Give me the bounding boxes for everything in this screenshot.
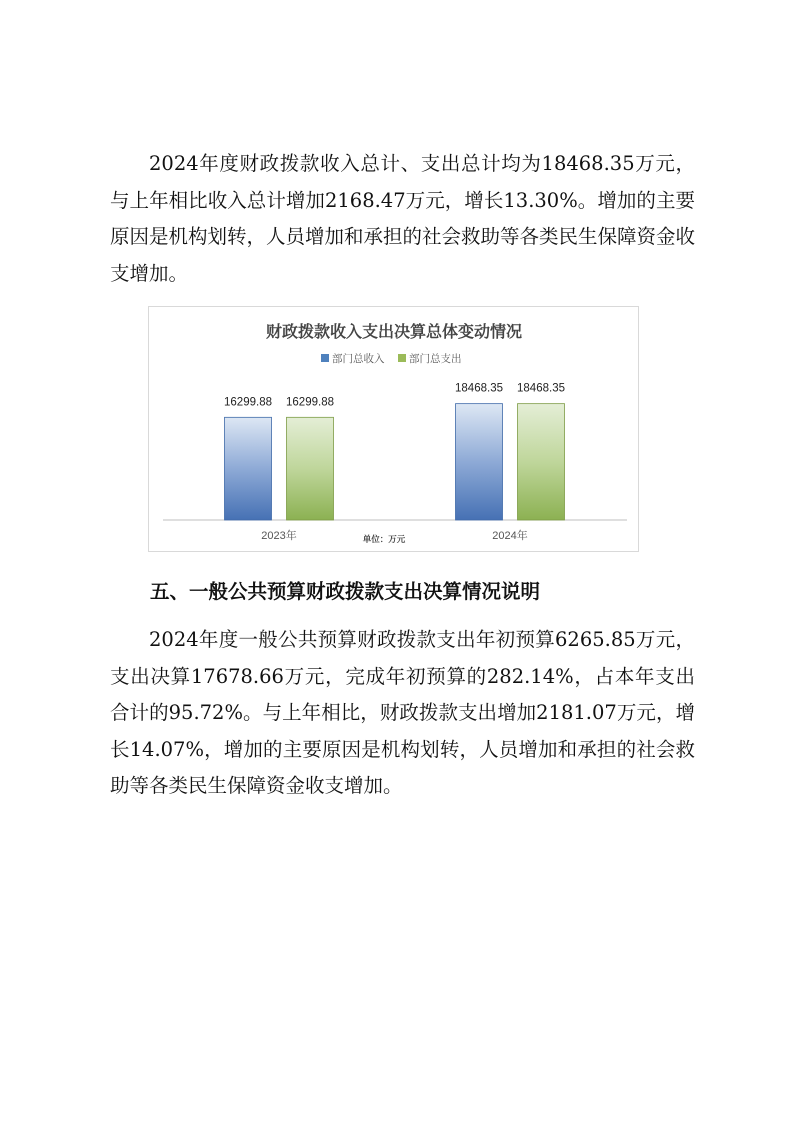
x-tick-label-2024: 2024年 — [492, 530, 528, 542]
paragraph-text: 2024年度财政拨款收入总计、支出总计均为18468.35万元，与上年相比收入总计增加2168.47万元，增长13.30%。增加的主要原因是机构划转，人员增加和承担的社会救助等各类民生保障资金收支增加。 — [110, 152, 696, 285]
paragraph-expenditure-summary — [110, 622, 695, 805]
bar-income-0 — [225, 417, 272, 520]
paragraph-text: 2024年度一般公共预算财政拨款支出年初预算6265.85万元，支出决算17678.66万元，完成年初预算的282.14%，占本年支出合计的95.72%。与上年相比，财政拨款支出增加2181.07万元，增长14.07%，增加的主要原因是机构划转，人员增加和承担的社会救助等各类民生保障资金收支增加。 — [110, 628, 695, 797]
legend-label-expense: 部门总支出 — [409, 353, 462, 365]
data-label-expense-0: 16299.88 — [286, 396, 334, 409]
unit-note: 单位：万元 — [362, 534, 406, 544]
data-label-income-1: 18468.35 — [455, 382, 503, 395]
bar-expense-1 — [518, 404, 565, 520]
bar-expense-0 — [287, 417, 334, 520]
chart-canvas — [149, 307, 640, 553]
bar-chart — [148, 306, 639, 552]
chart-title: 财政拨款收入支出决算总体变动情况 — [265, 324, 523, 341]
x-tick-label-2023: 2023年 — [261, 530, 297, 542]
legend-label-income: 部门总收入 — [332, 353, 385, 365]
paragraph-revenue-summary — [110, 146, 695, 292]
legend-swatch-income — [321, 354, 329, 362]
section-heading: 五、一般公共预算财政拨款支出决算情况说明 — [150, 580, 541, 603]
legend-swatch-expense — [398, 354, 406, 362]
data-label-income-0: 16299.88 — [224, 396, 272, 409]
data-label-expense-1: 18468.35 — [517, 382, 565, 395]
bar-income-1 — [456, 404, 503, 520]
